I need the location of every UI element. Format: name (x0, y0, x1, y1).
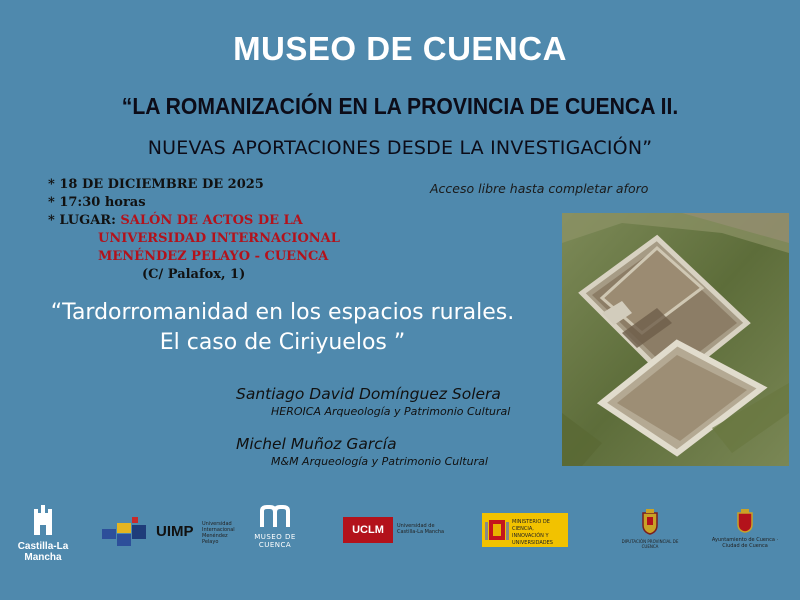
diputacion-logo-text: DIPUTACIÓN PROVINCIAL DE CUENCA (621, 539, 679, 549)
diputacion-shield-icon (641, 509, 659, 535)
uimp-logo (102, 517, 235, 547)
event-time: * 17:30 horas (48, 195, 146, 210)
uclm-logo (343, 517, 448, 543)
speaker-1-name: Santiago David Domínguez Solera (236, 385, 501, 403)
uimp-squares-icon (102, 517, 150, 547)
page-title: MUSEO DE CUENCA (233, 30, 567, 67)
location-address: (C/ Palafox, 1) (142, 267, 246, 282)
sponsor-logos (0, 495, 800, 575)
uimp-logo-text: UIMP (156, 523, 194, 540)
ministerio-logo (482, 513, 568, 547)
clm-logo (2, 503, 84, 563)
diputacion-logo (615, 509, 685, 549)
event-series-subtitle: NUEVAS APORTACIONES DESDE LA INVESTIGACIÓN” (147, 137, 653, 159)
uimp-logo-subtext: Universidad Internacional Menéndez Pelayo (202, 521, 235, 545)
museo-logo-line-2: CUENCA (258, 541, 292, 549)
location-line-1: SALÓN DE ACTOS DE LA (120, 213, 303, 228)
excavation-aerial-photo (562, 213, 789, 466)
speaker-2-affiliation: M&M Arqueología y Patrimonio Cultural (271, 455, 488, 468)
spain-coat-of-arms-icon (485, 516, 509, 544)
event-date: * 18 DE DICIEMBRE DE 2025 (48, 177, 264, 192)
talk-title-line-1: “Tardorromanidad en los espacios rurales. (50, 300, 515, 325)
ayuntamiento-logo-text: Ayuntamiento de Cuenca · Ciudad de Cuenca (711, 537, 779, 549)
castle-icon (31, 503, 55, 537)
event-series-title: “LA ROMANIZACIÓN EN LA PROVINCIA DE CUENCA II. (121, 93, 679, 119)
museo-m-icon (258, 505, 292, 529)
ministerio-logo-text: MINISTERIO DE CIENCIA, INNOVACIÓN Y UNIVERSIDADES (512, 519, 553, 546)
speaker-1-affiliation: HEROICA Arqueología y Patrimonio Cultural (271, 405, 511, 418)
location-prefix: * LUGAR: (48, 213, 121, 228)
speaker-2-name: Michel Muñoz García (236, 435, 397, 453)
uclm-logo-subtext: Universidad de Castilla-La Mancha (397, 523, 445, 535)
location-line-2: UNIVERSIDAD INTERNACIONAL (98, 231, 340, 246)
museo-cuenca-logo (250, 505, 300, 549)
museo-logo-line-1: MUSEO DE (254, 533, 296, 541)
access-note: Acceso libre hasta completar aforo (430, 181, 649, 196)
clm-logo-text: Castilla-La Mancha (17, 541, 69, 563)
talk-title (0, 298, 565, 358)
uclm-logo-text: UCLM (343, 517, 393, 543)
talk-title-line-2: El caso de Ciriyuelos ” (159, 330, 406, 355)
ayuntamiento-logo (710, 509, 780, 549)
ayuntamiento-shield-icon (736, 509, 754, 533)
event-location (48, 212, 303, 230)
location-line-3: MENÉNDEZ PELAYO - CUENCA (98, 249, 329, 264)
aerial-photo-illustration (562, 213, 789, 466)
